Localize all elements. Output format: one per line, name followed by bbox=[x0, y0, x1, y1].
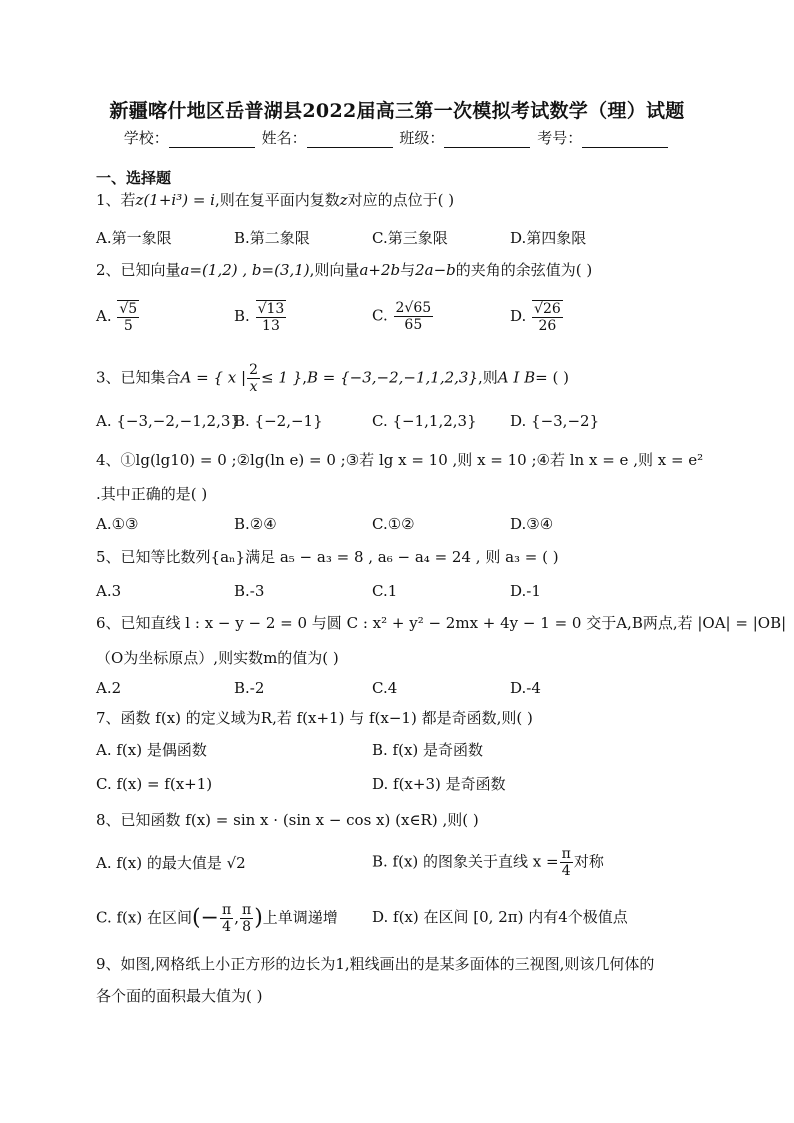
q2-b-num: √13 bbox=[257, 301, 285, 317]
q2-d-num: √26 bbox=[534, 301, 561, 317]
q5-option-c[interactable]: C.1 bbox=[372, 582, 398, 600]
class-label: 班级： bbox=[399, 129, 445, 147]
q7-option-a[interactable]: A. f(x) 是偶函数 bbox=[96, 741, 207, 759]
question-9-stem-line-1: 9、如图,网格纸上小正方形的边长为1,粗线画出的是某多面体的三视图,则该几何体的 bbox=[96, 955, 655, 973]
q5-option-a[interactable]: A.3 bbox=[96, 582, 122, 600]
q2-a-label: A. bbox=[96, 307, 112, 325]
q2-text-a: 2、已知向量 bbox=[96, 261, 181, 279]
q8-c-text-post: 上单调递增 bbox=[262, 908, 338, 927]
q8-b-text-pre: B. f(x) 的图象关于直线 x = bbox=[372, 852, 559, 871]
number-blank[interactable] bbox=[582, 133, 668, 148]
q1-text-a: 1、若 bbox=[96, 191, 136, 209]
q3-text-b: , bbox=[302, 368, 307, 387]
q1-option-b[interactable]: B.第二象限 bbox=[234, 229, 310, 247]
q2-text-d: 的夹角的余弦值为( ) bbox=[455, 261, 593, 279]
q2-b-label: B. bbox=[234, 307, 250, 325]
q2-math-1: a=(1,2) , b=(3,1) bbox=[180, 261, 310, 279]
question-9-stem-line-2: 各个面的面积最大值为( ) bbox=[96, 987, 263, 1005]
q2-c-den: 65 bbox=[404, 317, 423, 333]
q2-a-num: √5 bbox=[119, 301, 138, 317]
q2-b-fraction bbox=[256, 300, 287, 334]
section-heading: 一、选择题 bbox=[96, 169, 172, 187]
question-8-stem: 8、已知函数 f(x) = sin x · (sin x − cos x) (x∈R) ,则( ) bbox=[96, 811, 479, 829]
q3-fraction bbox=[247, 362, 260, 395]
q8-c-text-pre: C. f(x) 在区间 bbox=[96, 908, 192, 927]
q8-option-a[interactable]: A. f(x) 的最大值是 √2 bbox=[96, 854, 246, 872]
q3-frac-den: x bbox=[249, 379, 258, 395]
q8-b-num: π bbox=[561, 846, 571, 862]
question-6-stem-line-2: （O为坐标原点）,则实数m的值为( ) bbox=[96, 649, 339, 667]
q2-b-den: 13 bbox=[262, 318, 280, 334]
q2-math-2: a+2b bbox=[359, 261, 401, 279]
q7-option-b[interactable]: B. f(x) 是奇函数 bbox=[372, 741, 484, 759]
q3-frac-num: 2 bbox=[249, 362, 258, 378]
q3-math-3: A I B bbox=[497, 368, 536, 387]
q2-c-label: C. bbox=[372, 306, 388, 325]
q8-c-num-1: π bbox=[222, 902, 232, 918]
q8-b-text-post: 对称 bbox=[573, 852, 604, 871]
q1-option-c[interactable]: C.第三象限 bbox=[372, 229, 448, 247]
q6-option-c[interactable]: C.4 bbox=[372, 679, 398, 697]
class-blank[interactable] bbox=[444, 133, 530, 148]
q4-option-d[interactable]: D.③④ bbox=[510, 515, 554, 533]
q1-text-c: 对应的点位于( ) bbox=[347, 191, 455, 209]
q8-option-c[interactable] bbox=[96, 902, 338, 935]
question-3-stem bbox=[96, 362, 569, 395]
q2-option-d[interactable] bbox=[510, 300, 564, 334]
question-5-stem: 5、已知等比数列{aₙ}满足 a₅ − a₃ = 8 , a₆ − a₄ = 24 , 则 a₃ = ( ) bbox=[96, 548, 559, 566]
q8-c-fraction-1 bbox=[220, 902, 233, 935]
q2-text-b: ,则向量 bbox=[309, 261, 360, 279]
q6-option-a[interactable]: A.2 bbox=[96, 679, 122, 697]
q3-option-d[interactable]: D. {−3,−2} bbox=[510, 412, 600, 430]
q6-option-d[interactable]: D.-4 bbox=[510, 679, 541, 697]
q8-c-close-paren: ) bbox=[254, 905, 263, 931]
q1-option-a[interactable]: A.第一象限 bbox=[96, 229, 172, 247]
q4-option-b[interactable]: B.②④ bbox=[234, 515, 277, 533]
question-4-stem-line-2: .其中正确的是( ) bbox=[96, 485, 208, 503]
q8-c-den-1: 4 bbox=[222, 919, 232, 935]
q3-math-2: B = {−3,−2,−1,1,2,3} bbox=[306, 368, 479, 387]
question-6-stem-line-1: 6、已知直线 l : x − y − 2 = 0 与圆 C : x² + y² − 2mx + 4y − 1 = 0 交于A,B两点,若 |OA| = |OB| bbox=[96, 614, 787, 632]
q8-c-den-2: 8 bbox=[242, 919, 252, 935]
q2-c-num: 2√65 bbox=[395, 300, 432, 316]
q7-option-c[interactable]: C. f(x) = f(x+1) bbox=[96, 775, 213, 793]
q1-math: z(1+i³) = i bbox=[135, 191, 215, 209]
q2-option-c[interactable] bbox=[372, 300, 434, 333]
name-blank[interactable] bbox=[307, 133, 393, 148]
q1-text-b: ,则在复平面内复数 bbox=[214, 191, 340, 209]
q2-option-a[interactable] bbox=[96, 300, 140, 334]
school-blank[interactable] bbox=[169, 133, 255, 148]
question-1-stem bbox=[96, 190, 454, 210]
question-4-stem-line-1: 4、①lg(lg10) = 0 ;②lg(ln e) = 0 ;③若 lg x = 10 ,则 x = 10 ;④若 ln x = e ,则 x = e² bbox=[96, 451, 704, 469]
number-label: 考号： bbox=[537, 129, 583, 147]
q3-option-a[interactable]: A. {−3,−2,−1,2,3} bbox=[96, 412, 240, 430]
q3-option-c[interactable]: C. {−1,1,2,3} bbox=[372, 412, 477, 430]
q2-a-fraction bbox=[117, 300, 139, 334]
q6-option-b[interactable]: B.-2 bbox=[234, 679, 265, 697]
q4-option-c[interactable]: C.①② bbox=[372, 515, 415, 533]
q1-option-d[interactable]: D.第四象限 bbox=[510, 229, 587, 247]
q3-text-d: = ( ) bbox=[535, 368, 569, 387]
name-label: 姓名： bbox=[261, 129, 307, 147]
q8-option-b[interactable] bbox=[372, 846, 604, 879]
q8-c-fraction-2 bbox=[240, 902, 253, 935]
q3-math-1a: A = { x | bbox=[180, 368, 247, 387]
q8-option-d[interactable]: D. f(x) 在区间 [0, 2π) 内有4个极值点 bbox=[372, 908, 628, 926]
q3-text-a: 3、已知集合 bbox=[96, 368, 181, 387]
question-2-stem bbox=[96, 260, 592, 280]
q2-option-b[interactable] bbox=[234, 300, 287, 334]
q7-option-d[interactable]: D. f(x+3) 是奇函数 bbox=[372, 775, 506, 793]
q2-c-fraction bbox=[394, 300, 434, 333]
q8-c-open-paren: (− bbox=[191, 905, 219, 931]
q5-option-d[interactable]: D.-1 bbox=[510, 582, 541, 600]
q8-c-separator: , bbox=[234, 908, 239, 927]
q8-c-num-2: π bbox=[241, 902, 252, 918]
page-title: 新疆喀什地区岳普湖县2022届高三第一次模拟考试数学（理）试题 bbox=[109, 100, 685, 122]
q3-text-c: ,则 bbox=[478, 368, 498, 387]
q1-var: z bbox=[339, 191, 348, 209]
q2-d-den: 26 bbox=[538, 318, 557, 334]
q2-d-label: D. bbox=[510, 307, 527, 325]
school-label: 学校： bbox=[123, 129, 169, 147]
q2-d-fraction bbox=[532, 300, 563, 334]
q8-b-den: 4 bbox=[561, 863, 571, 879]
q2-a-den: 5 bbox=[123, 318, 133, 334]
q5-option-b[interactable]: B.-3 bbox=[234, 582, 265, 600]
q8-b-fraction bbox=[560, 846, 573, 879]
q3-math-1b: ≤ 1 } bbox=[261, 368, 303, 387]
q4-option-a[interactable]: A.①③ bbox=[96, 515, 139, 533]
q2-text-c: 与 bbox=[400, 261, 416, 279]
question-7-stem: 7、函数 f(x) 的定义域为R,若 f(x+1) 与 f(x−1) 都是奇函数,则( ) bbox=[96, 709, 533, 727]
student-info-row bbox=[0, 127, 794, 148]
q3-option-b[interactable]: B. {−2,−1} bbox=[234, 412, 323, 430]
q2-math-3: 2a−b bbox=[415, 261, 456, 279]
